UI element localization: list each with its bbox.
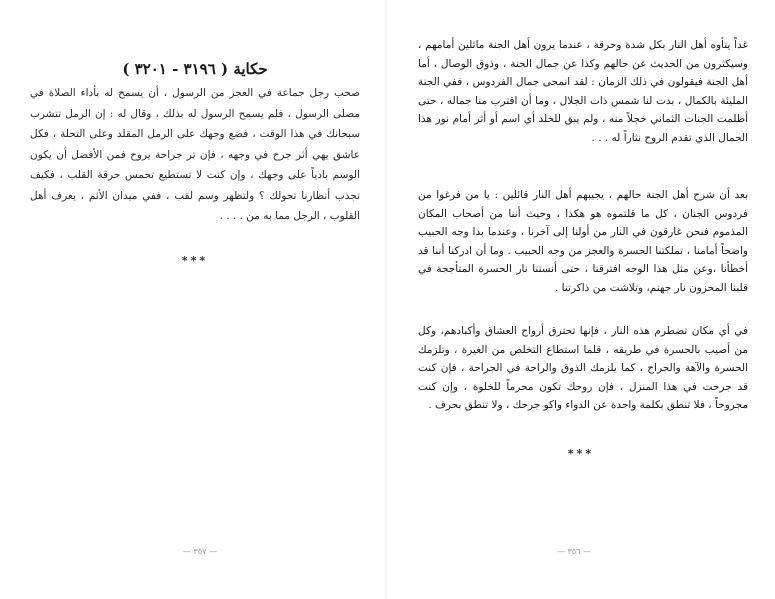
right-paragraph-2: بعد أن شرح أهل الجنة حالهم ، يجيبهم أهل النار قائلين : يا من فرغوا من فردوس الجنان ، كل ما قلتموه هو هكذا ، وحيث أننا من أصحاب المكان المذموم فنحن غارقون في النار من أولنا إلى آخرنا ، وعندما بدا وجه الحبيب واضحاً أمامنا ، تملكتنا الحسرة والعجز من وجه الحبيب . وما أن ادركنا أننا قد أخطأنا ،وعن مثل هذا الوجه افترقنا ، حتى أنستنا نار الحسرة المتأججة في قلبنا المحزون نار جهنم، وتلاشت من ذاكرتنا . xyxy=(418,189,748,294)
left-paragraph: صحب رجل جماعة في العجز من الرسول ، أن يسمح له بأداء الصلاة في مصلى الرسول ، فلم يسمح الرسول له بذلك ، وقال له : إن الرمل تتشرب سبحانك في هذا الوقت ، فضع وجهك على الرمل المقلد وعلى التحلة ، فكل عاشق يهي أثر جرح في وجهه ، فإن تر جراحة يروح فمن الأفضل أن يكون الوسم بادياً على وجهك ، وإن كنت لا تستطيع تحمس حرقة القلب ، فكيف تجذب أنظارنا تحولك ؟ ولتظهر وسم لقب ، ففي ميدان الأثم ، يعرف أهل القلوب ، الرجل مما به من . . . . xyxy=(30,87,360,222)
page-number: — ٣٥٧ — xyxy=(183,547,217,556)
left-page xyxy=(0,0,385,599)
section-divider: *** xyxy=(181,254,209,267)
right-paragraph-3: في أي مكان تضطرم هذه النار ، فإنها تحترق أرواح العشاق وأكبادهم، وكل من أصيب بالحسرة في طريقه ، قلما استطاع التخلص من الغيرة ، وتلزمك الحسرة والآهة والجراح ، كما يلزمك الذوق والراحة في الجراحة ، فإن كنت قد جرحت في هذا المنزل ، فإن روحك تكون محرماً للخلوة ، وإن كنت مجروحاً ، فلا تنطق بكلمة واحدة عن الدواء واكو جرحك ، ولا تنطق بحرف . xyxy=(418,325,748,411)
section-divider: *** xyxy=(567,447,595,460)
right-paragraph-1: غداً يتأوه أهل النار بكل شدة وحرقة ، عندما يرون أهل الجنة ماثلين أمامهم ، وسيكثرون من الحديث عن حالهم وكذا عن جمال الجنة ، وذوق الوصال ، أما أهل الجنة فيقولون في ذلك الزمان : لقد انمحى جمال الفردوس ، ففي الجنة المليئة بالكمال ، بدت لنا شمس ذات الجلال ، وما أن اقترب منا جماله ، حتى أظلمت الجنات الثماني خجلاً منه ، ولم يبق للخلد أي اسم أو أثر أمام نور هذا الجمال الذي تقدم الروح نثاراً له . . . xyxy=(418,39,748,144)
right-page xyxy=(388,0,775,599)
story-title: حكاية ( ٣١٩٦ - ٣٢٠١ ) xyxy=(122,60,268,78)
left-body-text xyxy=(30,83,360,227)
page-number: — ٣٥٦ — xyxy=(557,547,591,556)
